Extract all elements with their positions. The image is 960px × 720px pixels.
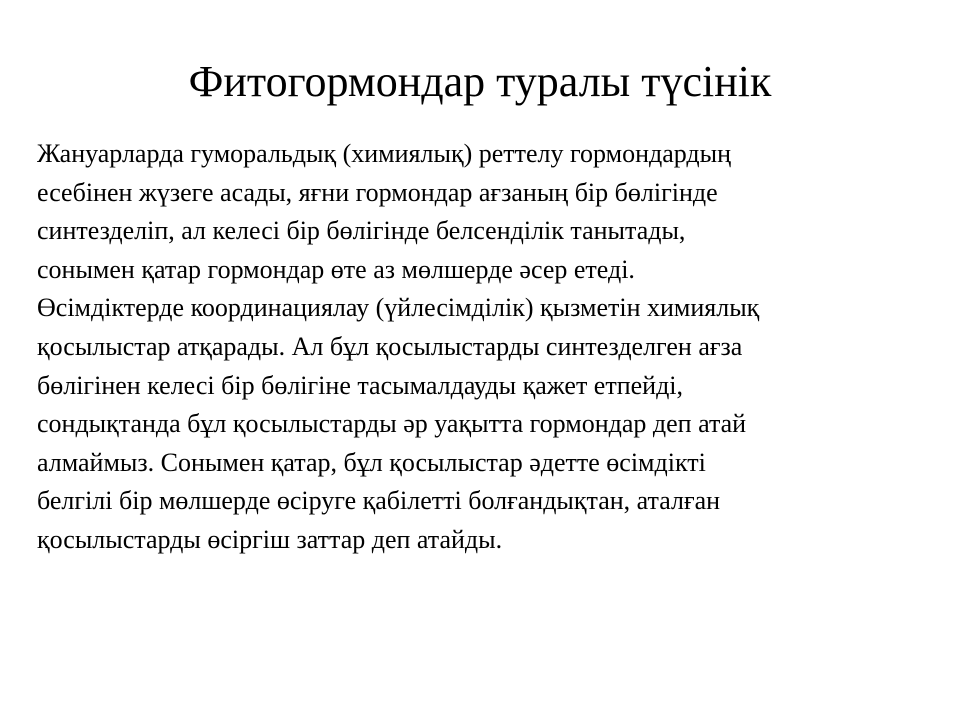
body-line: Жануарларда гуморальдық (химиялық) реттелу гормондардың xyxy=(37,139,732,168)
body-line: Өсімдіктерде координациялау (үйлесімділік) қызметін химиялық xyxy=(37,293,760,323)
body-line: сондықтанда бұл қосылыстарды әр уақытта гормондар деп атай xyxy=(37,409,747,439)
body-line: қосылыстар атқарады. Ал бұл қосылыстарды синтезделген ағза xyxy=(37,331,743,361)
body-line: қосылыстарды өсіргіш заттар деп атайды. xyxy=(37,524,503,554)
body-line: бөлігінен келесі бір бөлігіне тасымалдауды қажет етпейді, xyxy=(37,370,684,400)
body-line: есебінен жүзеге асады, яғни гормондар ағзаның бір бөлігінде xyxy=(37,177,718,207)
slide-body-text xyxy=(37,135,942,560)
body-line: сонымен қатар гормондар өте аз мөлшерде әсер етеді. xyxy=(37,254,635,284)
body-line: белгілі бір мөлшерде өсіруге қабілетті болғандықтан, аталған xyxy=(37,486,721,516)
slide-title: Фитогормондар туралы түсінік xyxy=(188,57,772,106)
body-line: алмаймыз. Сонымен қатар, бұл қосылыстар әдетте өсімдікті xyxy=(37,447,706,477)
body-line: синтезделіп, ал келесі бір бөлігінде белсенділік танытады, xyxy=(37,216,686,246)
